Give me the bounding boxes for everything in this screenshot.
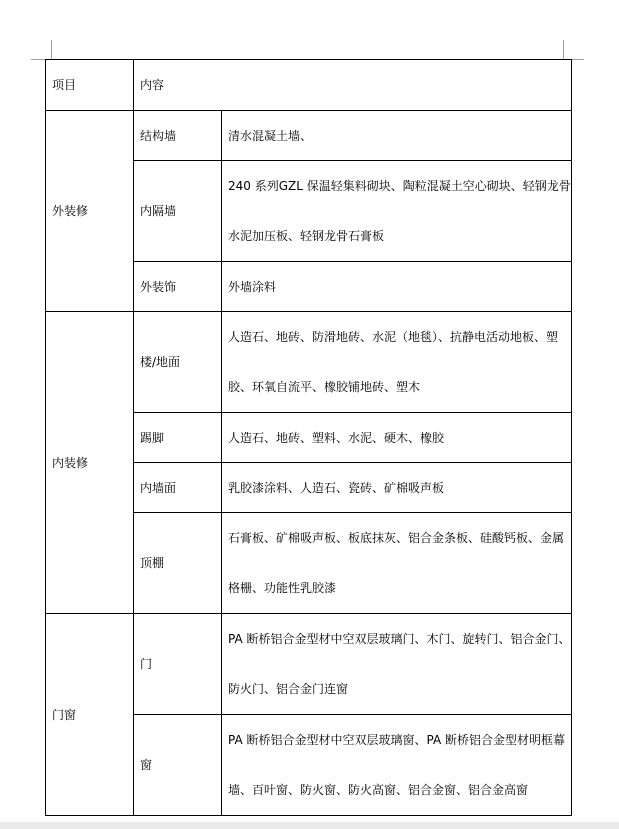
header-item-cell: 项目 bbox=[46, 60, 134, 111]
content-cell: 240 系列GZL 保温轻集料砌块、陶粒混凝土空心砌块、轻钢龙骨水泥加压板、轻钢龙骨石膏板 bbox=[222, 161, 572, 262]
header-content-cell: 内容 bbox=[134, 60, 572, 111]
section-cell-doors-windows: 门窗 bbox=[46, 614, 134, 816]
table-row bbox=[46, 312, 572, 413]
content-cell: PA 断桥铝合金型材中空双层玻璃窗、PA 断桥铝合金型材明框幕墙、百叶窗、防火窗、防火高窗、铝合金窗、铝合金高窗 bbox=[222, 715, 572, 816]
sub-item-cell: 门 bbox=[134, 614, 222, 715]
content-cell: 清水混凝土墙、 bbox=[222, 111, 572, 161]
sub-item-cell: 内墙面 bbox=[134, 463, 222, 513]
page-bottom-strip bbox=[0, 822, 619, 829]
content-cell: 乳胶漆涂料、人造石、瓷砖、矿棉吸声板 bbox=[222, 463, 572, 513]
sub-item-cell: 踢脚 bbox=[134, 413, 222, 463]
sub-item-cell: 内隔墙 bbox=[134, 161, 222, 262]
corner-crop-mark-left-vertical bbox=[51, 40, 52, 59]
content-cell: 石膏板、矿棉吸声板、板底抹灰、铝合金条板、硅酸钙板、金属格栅、功能性乳胶漆 bbox=[222, 513, 572, 614]
table-row bbox=[46, 111, 572, 161]
sub-item-cell: 楼/地面 bbox=[134, 312, 222, 413]
materials-table bbox=[45, 59, 572, 816]
section-cell-interior: 内装修 bbox=[46, 312, 134, 614]
sub-item-cell: 结构墙 bbox=[134, 111, 222, 161]
content-cell: 人造石、地砖、塑料、水泥、硬木、橡胶 bbox=[222, 413, 572, 463]
content-cell: 人造石、地砖、防滑地砖、水泥（地毯）、抗静电活动地板、塑胶、环氧自流平、橡胶铺地砖、塑木 bbox=[222, 312, 572, 413]
corner-crop-mark-right-vertical bbox=[563, 40, 564, 59]
content-cell: PA 断桥铝合金型材中空双层玻璃门、木门、旋转门、铝合金门、防火门、铝合金门连窗 bbox=[222, 614, 572, 715]
content-cell: 外墙涂料 bbox=[222, 262, 572, 312]
sub-item-cell: 顶棚 bbox=[134, 513, 222, 614]
section-cell-exterior: 外装修 bbox=[46, 111, 134, 312]
table-row bbox=[46, 614, 572, 715]
table-header-row bbox=[46, 60, 572, 111]
sub-item-cell: 窗 bbox=[134, 715, 222, 816]
sub-item-cell: 外装饰 bbox=[134, 262, 222, 312]
